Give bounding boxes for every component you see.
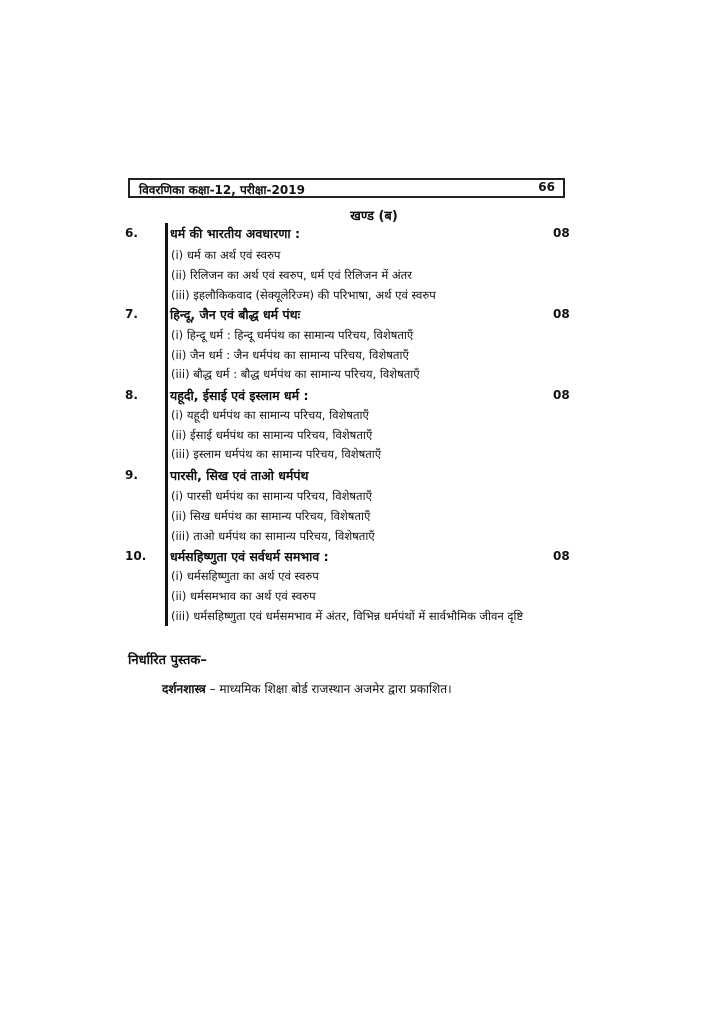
unit-rule	[165, 465, 168, 547]
unit-title: धर्मसहिष्णुता एवं सर्वधर्म समभाव :	[170, 549, 329, 564]
prescribed-book	[162, 680, 452, 697]
unit-marks: 08	[553, 307, 570, 321]
header-title: विवरणिका कक्षा-12, परीक्षा-2019	[139, 183, 305, 197]
unit-item: (ii) जैन धर्म : जैन धर्मपंथ का सामान्य परिचय, विशेषताएँ	[171, 348, 409, 362]
unit-item: (i) यहूदी धर्मपंथ का सामान्य परिचय, विशेषताएँ	[171, 408, 369, 422]
unit-item: (i) धर्मसहिष्णुता का अर्थ एवं स्वरुप	[171, 569, 319, 583]
unit-number: 7.	[125, 307, 138, 321]
unit-item: (i) पारसी धर्मपंथ का सामान्य परिचय, विशेषताएँ	[171, 489, 372, 503]
unit-item: (i) हिन्दू धर्म : हिन्दू धर्मपंथ का सामान्य परिचय, विशेषताएँ	[171, 328, 414, 342]
unit-item: (iii) धर्मसहिष्णुता एवं धर्मसमभाव में अंतर, विभिन्न धर्मपंथों में सार्वभौमिक जीवन दृष्टि	[171, 609, 524, 623]
unit-item: (ii) रिलिजन का अर्थ एवं स्वरुप, धर्म एवं रिलिजन में अंतर	[171, 268, 412, 282]
unit-marks: 08	[553, 549, 570, 563]
unit-marks: 08	[553, 226, 570, 240]
unit-title: पारसी, सिख एवं ताओ धर्मपंथ	[170, 468, 309, 483]
section-title: खण्ड (ब)	[350, 209, 398, 224]
unit-item: (ii) ईसाई धर्मपंथ का सामान्य परिचय, विशेषताएँ	[171, 428, 373, 442]
page-number: 66	[538, 180, 555, 194]
unit-item: (ii) सिख धर्मपंथ का सामान्य परिचय, विशेषताएँ	[171, 509, 371, 523]
unit-title: धर्म की भारतीय अवधारणा :	[170, 226, 300, 241]
unit-item: (iii) इहलौकिकवाद (सेक्यूलेरिज्म) की परिभाषा, अर्थ एवं स्वरुप	[171, 288, 436, 302]
unit-item: (ii) धर्मसमभाव का अर्थ एवं स्वरुप	[171, 589, 316, 603]
unit-number: 8.	[125, 388, 138, 402]
book-name: दर्शनशास्त्र	[162, 682, 206, 696]
page-header	[128, 178, 565, 198]
unit-item: (i) धर्म का अर्थ एवं स्वरुप	[171, 248, 281, 262]
unit-item: (iii) ताओ धर्मपंथ का सामान्य परिचय, विशेषताएँ	[171, 529, 375, 543]
unit-item: (iii) बौद्ध धर्म : बौद्ध धर्मपंथ का सामान्य परिचय, विशेषताएँ	[171, 367, 420, 381]
book-detail: – माध्यमिक शिक्षा बोर्ड राजस्थान अजमेर द्वारा प्रकाशित।	[205, 682, 452, 696]
unit-title: यहूदी, ईसाई एवं इस्लाम धर्म :	[170, 388, 309, 403]
unit-number: 6.	[125, 226, 138, 240]
unit-item: (iii) इस्लाम धर्मपंथ का सामान्य परिचय, विशेषताएँ	[171, 447, 382, 461]
unit-number: 10.	[125, 549, 147, 563]
prescribed-books-heading: निर्धारित पुस्तक–	[128, 653, 207, 668]
unit-rule	[165, 546, 168, 626]
unit-rule	[165, 304, 168, 386]
unit-marks: 08	[553, 388, 570, 402]
unit-rule	[165, 223, 168, 309]
unit-number: 9.	[125, 468, 138, 482]
unit-title: हिन्दू, जैन एवं बौद्ध धर्म पंथः	[170, 307, 301, 322]
unit-rule	[165, 385, 168, 465]
